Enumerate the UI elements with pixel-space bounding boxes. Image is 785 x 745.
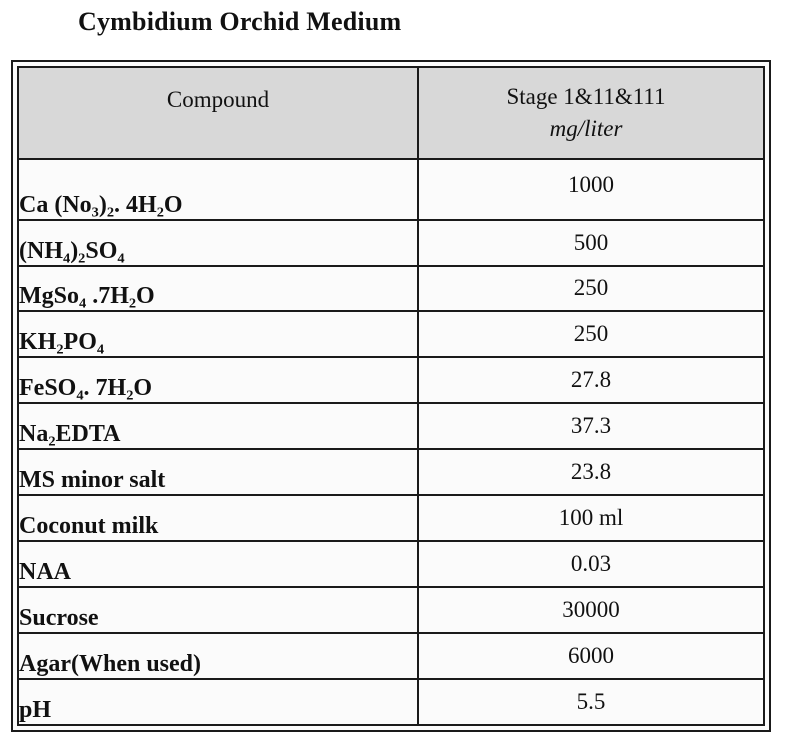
value-cell: 500	[418, 220, 764, 266]
compound-cell: MS minor salt	[18, 449, 418, 495]
compound-cell: NAA	[18, 541, 418, 587]
value-cell: 100 ml	[418, 495, 764, 541]
header-row	[18, 67, 764, 159]
table-row	[18, 220, 764, 266]
value-cell: 0.03	[418, 541, 764, 587]
table-row	[18, 679, 764, 725]
compound-cell: (NH₄)₂SO₄	[18, 220, 418, 266]
value-cell: 5.5	[418, 679, 764, 725]
table-row	[18, 357, 764, 403]
page-title: Cymbidium Orchid Medium	[78, 7, 402, 36]
header-stage-label: Stage 1&11&111	[506, 84, 666, 109]
header-stage-unit: mg/liter	[549, 116, 623, 141]
table-row	[18, 633, 764, 679]
compound-cell: KH₂PO₄	[18, 311, 418, 357]
compound-cell: FeSO₄. 7H₂O	[18, 357, 418, 403]
value-cell: 250	[418, 311, 764, 357]
compound-cell: Na₂EDTA	[18, 403, 418, 449]
table-row	[18, 403, 764, 449]
compound-cell: Agar(When used)	[18, 633, 418, 679]
table-row	[18, 449, 764, 495]
compound-cell: MgSo₄ .7H₂O	[18, 266, 418, 312]
table-row	[18, 266, 764, 312]
value-cell: 30000	[418, 587, 764, 633]
table-row	[18, 541, 764, 587]
value-cell: 37.3	[418, 403, 764, 449]
value-cell: 250	[418, 266, 764, 312]
value-cell: 27.8	[418, 357, 764, 403]
table-body	[18, 159, 764, 725]
compound-cell: Ca (No₃)₂. 4H₂O	[18, 159, 418, 220]
table-row	[18, 495, 764, 541]
medium-table-frame	[11, 60, 771, 732]
header-stage	[418, 67, 764, 159]
header-compound: Compound	[18, 67, 418, 159]
table-row	[18, 587, 764, 633]
value-cell: 6000	[418, 633, 764, 679]
value-cell: 23.8	[418, 449, 764, 495]
table-header	[18, 67, 764, 159]
compound-cell: Coconut milk	[18, 495, 418, 541]
value-cell: 1000	[418, 159, 764, 220]
compound-cell: pH	[18, 679, 418, 725]
compound-cell: Sucrose	[18, 587, 418, 633]
medium-table	[17, 66, 765, 726]
table-row	[18, 311, 764, 357]
table-row	[18, 159, 764, 220]
